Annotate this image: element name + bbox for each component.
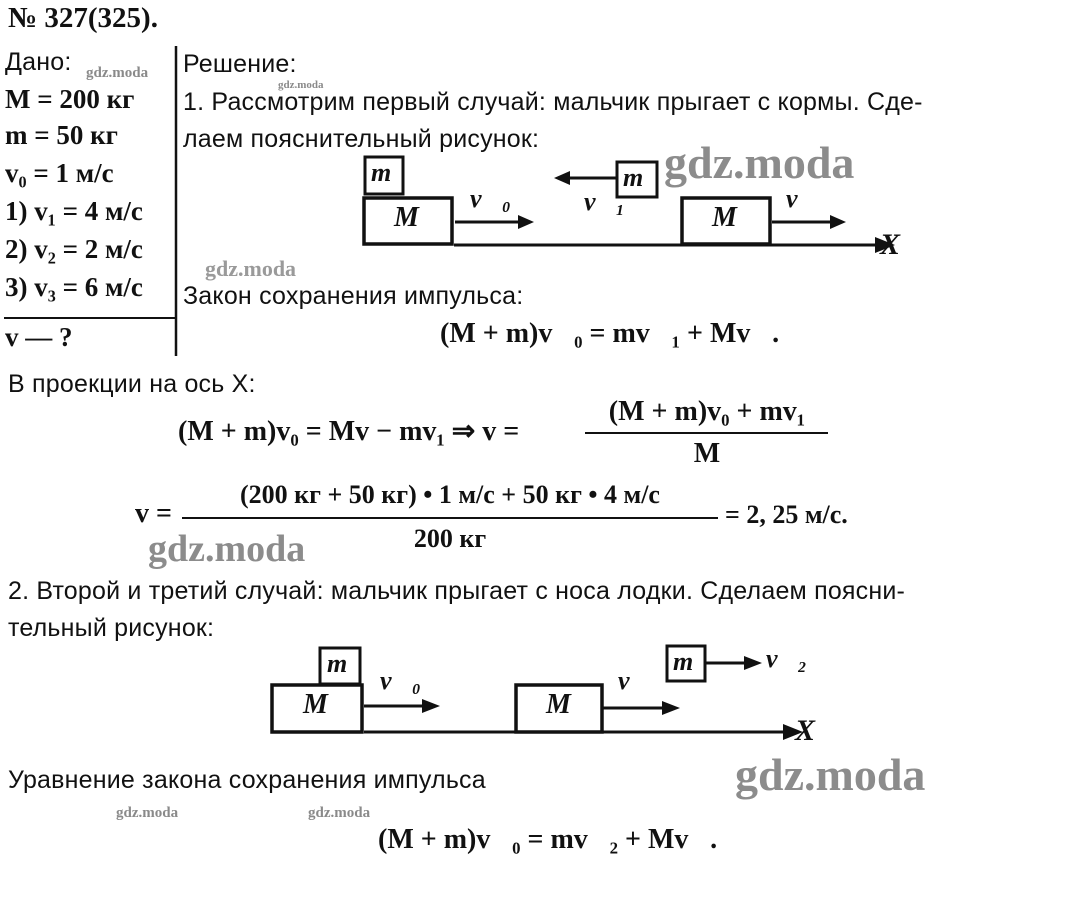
watermark-small-bottom-left: gdz.moda [116, 805, 179, 821]
given-line-m: m = 50 кг [5, 120, 118, 150]
case2-line1: 2. Второй и третий случай: мальчик прыгает с носа лодки. Сделаем поясни- [8, 577, 906, 605]
watermark-small: gdz.moda [86, 65, 149, 81]
fig1-boat-right-label: M [712, 202, 737, 233]
watermark-large-top: gdz.moda [664, 137, 855, 188]
watermark-large-bottom: gdz.moda [735, 749, 926, 800]
given-line-v3: 3) v₃ = 6 м/с [5, 272, 143, 302]
fig2-boy-label: m [327, 649, 348, 678]
fig1-boat-left-label: M [394, 202, 419, 233]
given-label: Дано: [5, 48, 72, 76]
law2-title: Уравнение закона сохранения импульса [8, 766, 486, 794]
projection-eq-denominator: M [693, 438, 721, 469]
projection-title: В проекции на ось X: [8, 370, 256, 398]
projection-eq-numerator: (M + m)v₀ + mv₁ [608, 396, 806, 427]
projection-eq-left: (M + m)v₀ = Mv − mv₁ ⇒ v = [178, 416, 520, 447]
figure2 [272, 646, 803, 740]
fig2-v0-label: v⃗₀ [380, 666, 421, 695]
fig2-axis-label: X [795, 714, 816, 747]
law-title: Закон сохранения импульса: [183, 282, 524, 310]
fig1-boy-label: m [371, 158, 392, 187]
fig1-v0-label: v⃗₀ [470, 184, 511, 213]
watermark-medium: gdz.moda [205, 256, 297, 281]
given-line-v2: 2) v₂ = 2 м/с [5, 234, 143, 264]
calc-result: = 2, 25 м/с. [725, 500, 848, 529]
fig1-v1-label: v⃗₁ [584, 187, 625, 216]
watermark-large-mid: gdz.moda [148, 528, 306, 570]
watermark-small-bottom-mid: gdz.moda [308, 805, 371, 821]
law2-equation: (M + m)v⃗₀ = mv⃗₂ + Mv⃗. [378, 824, 718, 855]
case1-line2: лаем пояснительный рисунок: [183, 125, 540, 153]
fig1-v-label: v⃗ [786, 184, 818, 213]
given-find: v — ? [5, 322, 73, 352]
calc-denominator: 200 кг [413, 524, 487, 553]
fig2-v-label: v⃗ [618, 666, 650, 695]
law-equation: (M + m)v⃗₀ = mv⃗₁ + Mv⃗. [440, 318, 780, 349]
given-line-v0: v₀ = 1 м/с [5, 158, 114, 188]
fig2-boat-right-label: M [546, 689, 571, 720]
case1-line1: 1. Рассмотрим первый случай: мальчик прыгает с кормы. Сде- [183, 88, 923, 116]
fig2-v2-label: v⃗₂ [766, 644, 807, 673]
fig1-axis-label: X [880, 228, 901, 261]
watermark-tiny: gdz.moda [278, 79, 324, 91]
given-line-M: M = 200 кг [5, 84, 135, 114]
fig2-boat-left-label: M [303, 689, 328, 720]
calc-numerator: (200 кг + 50 кг) • 1 м/с + 50 кг • 4 м/с [240, 480, 660, 509]
solution-label: Решение: [183, 50, 297, 78]
case2-line2: тельный рисунок: [8, 614, 215, 642]
problem-number: № 327(325). [8, 2, 158, 34]
fig2-jumping-boy-label: m [673, 647, 694, 676]
calc-left: v = [135, 498, 172, 529]
given-line-v1: 1) v₁ = 4 м/с [5, 196, 143, 226]
fig1-jumping-boy-label: m [623, 163, 644, 192]
